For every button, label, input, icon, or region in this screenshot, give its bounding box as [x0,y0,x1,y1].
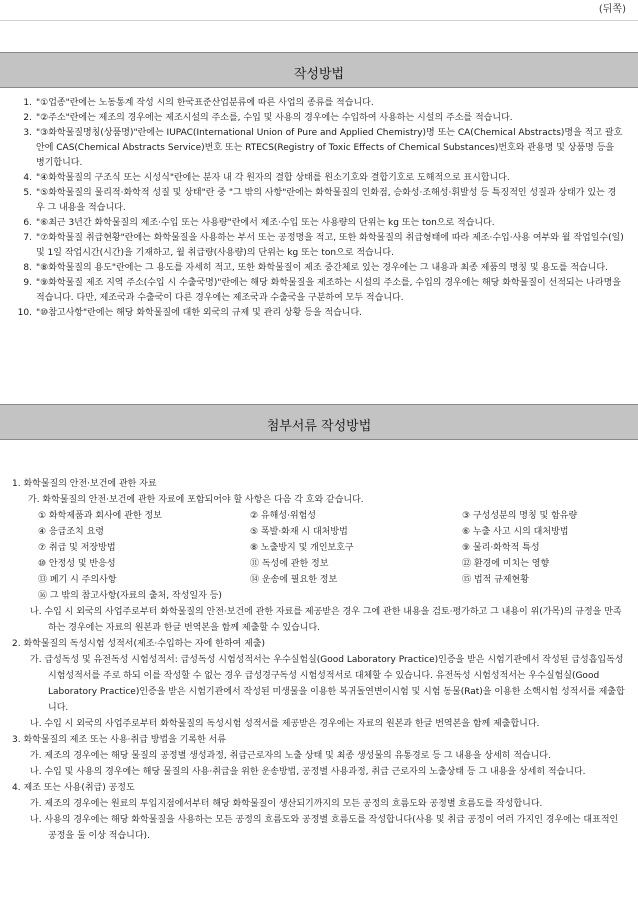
msds-item: ⑪ 독성에 관한 정보 [250,559,329,569]
list-item: 10. "⑩참고사항"란에는 해당 화학물질에 대한 외국의 규제 및 관리 상황 등을 적습니다. [17,308,363,318]
heading-4: 4. 제조 또는 사용(취급) 공정도 [12,783,135,793]
list-item: 6. "⑥최근 3년간 화학물질의 제조·수입 또는 사용량"란에서 제조·수입 또는 사용량의 단위는 kg 또는 ton으로 적습니다. [23,218,495,228]
msds-item: ⑮ 법적 규제현황 [462,575,529,585]
msds-item: ⑨ 물리·화학적 특성 [462,543,540,553]
list-item: 7. "⑦화학물질 취급현황"란에는 화학물질을 사용하는 부서 또는 공정명을 적고, 또한 화학물질의 취급형태에 따라 제조·수입·사용 여부와 월 작업일수(일) 및 1일 작업시간(시간)을 기재하고, 월 취급량(사용량)의 단위는 kg 또는 ton으로 적습니다. [23,233,624,258]
top-divider [0,20,638,21]
list-item: 3. "③화학물질명칭(상품명)"란에는 IUPAC(International Union of Pure and Applied Chemistry)명 또는 CA(Chemical Abstracts)명을 적고 괄호 안에 CAS(Chemical Abstracts Service)번호 또는 RTECS(Registry of Toxic Effects of Chemical Substances)번호와 관용명 및 상품명 등을 병기합니다. [23,128,623,168]
section1-title: 작성방법 [293,67,345,82]
item-1-ga: 가. 화학물질의 안전·보건에 관한 자료에 포함되어야 할 사항은 다음 각 호와 같습니다. [28,495,364,505]
back-page-mark: (뒤쪽) [598,4,626,15]
item-3-na: 나. 수입 및 사용의 경우에는 해당 물질의 사용·취급을 위한 운송방법, 공정별 사용과정, 취급 근로자의 노출상태 등 그 내용을 상세히 적습니다. [30,767,586,777]
section2-title: 첨부서류 작성방법 [266,419,372,434]
list-item: 9. "⑨화학물질 제조 지역 주소(수입 시 수출국명)"란에는 해당 화학물질을 제조하는 시설의 주소를, 수입의 경우에는 해당 화학물질이 선적되는 나라명을 적습니다. 다만, 제조국과 수출국이 다른 경우에는 제조국과 수출국을 구분하여 모두 적습니다. [23,278,621,303]
item-3-ga: 가. 제조의 경우에는 해당 물질의 공정별 생성과정, 취급근로자의 노출 상태 및 최종 생성물의 유통경로 등 그 내용을 상세히 적습니다. [30,751,551,761]
item-4-na: 나. 사용의 경우에는 해당 화학물질을 사용하는 모든 공정의 흐름도와 공정별 흐름도를 작성합니다(사용 및 취급 공정이 여러 가지인 경우에는 대표적인 공정을 둘 이상 적습니다). [30,815,619,841]
attachments-instructions [12,476,626,844]
item-2-ga: 가. 급성독성 및 유전독성 시험성적서: 급성독성 시험성적서는 우수실험실(Good Laboratory Practice)인증을 받은 시험기관에서 작성된 급성흡입독성 시험성적서를 주로 하되 이를 작성할 수 없는 경우 급성경구독성 시험성적서로 대체할 수 있습니다. 유전독성 시험성적서는 우수실험실(Good Laboratory Practice)인증을 받은 시험기관에서 작성된 미생물을 이용한 복귀돌연변이시험 및 시험 동물(Rat)을 이용한 소핵시험 성적서를 제출합니다. [30,655,625,713]
msds-item: ② 유해성·위험성 [250,511,316,521]
list-item: 5. "⑤화학물질의 물리적·화학적 성질 및 상태"란 중 "그 밖의 사항"란에는 화학물질의 인화점, 승화성·조해성·휘발성 등 특징적인 성질과 상태가 있는 경우 그 내용을 적습니다. [23,188,617,213]
msds-item: ⑭ 운송에 필요한 정보 [250,575,338,585]
msds-item: ⑫ 환경에 미치는 영향 [462,559,550,569]
msds-item: ⑩ 안정성 및 반응성 [38,559,116,569]
msds-item: ⑬ 폐기 시 주의사항 [38,575,117,585]
msds-item: ⑧ 노출방지 및 개인보호구 [250,543,354,553]
heading-2: 2. 화학물질의 독성시험 성적서(제조·수입하는 자에 한하여 제출) [12,639,265,649]
heading-1: 1. 화학물질의 안전·보건에 관한 자료 [12,479,157,489]
msds-item: ⑤ 폭발·화재 시 대처방법 [250,527,348,537]
msds-item: ⑥ 누출 사고 시의 대처방법 [462,527,569,537]
item-2-na: 나. 수입 시 외국의 사업주로부터 화학물질의 독성시험 성적서를 제공받은 경우에는 자료의 원본과 한글 번역본을 함께 제출합니다. [30,719,540,729]
msds-item: ③ 구성성분의 명칭 및 함유량 [462,511,578,521]
heading-3: 3. 화학물질의 제조 또는 사용·취급 방법을 기록한 서류 [12,735,227,745]
item-1-na: 나. 수입 시 외국의 사업주로부터 화학물질의 안전·보건에 관한 자료를 제공받은 경우 그에 관한 내용을 검토·평가하고 그 내용이 위(가목)의 규정을 만족하는 경우에는 자료의 원본과 한글 번역본을 함께 제출할 수 있습니다. [30,607,622,633]
list-item: 2. "②주소"란에는 제조의 경우에는 제조시설의 주소를, 수입 및 사용의 경우에는 수입하여 사용하는 시설의 주소를 적습니다. [23,113,513,123]
msds-item: ④ 응급조치 요령 [38,527,104,537]
list-item: 4. "④화학물질의 구조식 또는 시성식"란에는 분자 내 각 원자의 결합 상태를 원소기호와 결합기호로 도해적으로 표시합니다. [23,173,510,183]
msds-item: ⑦ 취급 및 저장방법 [38,543,116,553]
section1-header [0,52,638,88]
list-item: 8. "⑧화학물질의 용도"란에는 그 용도를 자세히 적고, 또한 화학물질이 제조 중간체로 있는 경우에는 그 내용과 최종 제품의 명칭 및 용도를 적습니다. [23,263,608,273]
msds-item: ⑯ 그 밖의 참고사항(자료의 출처, 작성일자 등) [38,591,222,601]
instructions-list [12,96,624,321]
msds-item: ① 화학제품과 회사에 관한 정보 [38,511,162,521]
item-4-ga: 가. 제조의 경우에는 원료의 투입지점에서부터 해당 화학물질이 생산되기까지의 모든 공정의 흐름도와 공정별 흐름도를 작성합니다. [30,799,543,809]
list-item: 1. "①업종"란에는 노동통계 작성 시의 한국표준산업분류에 따른 사업의 종류를 적습니다. [23,98,374,108]
msds-items-grid [12,508,626,588]
section2-header [0,404,638,440]
